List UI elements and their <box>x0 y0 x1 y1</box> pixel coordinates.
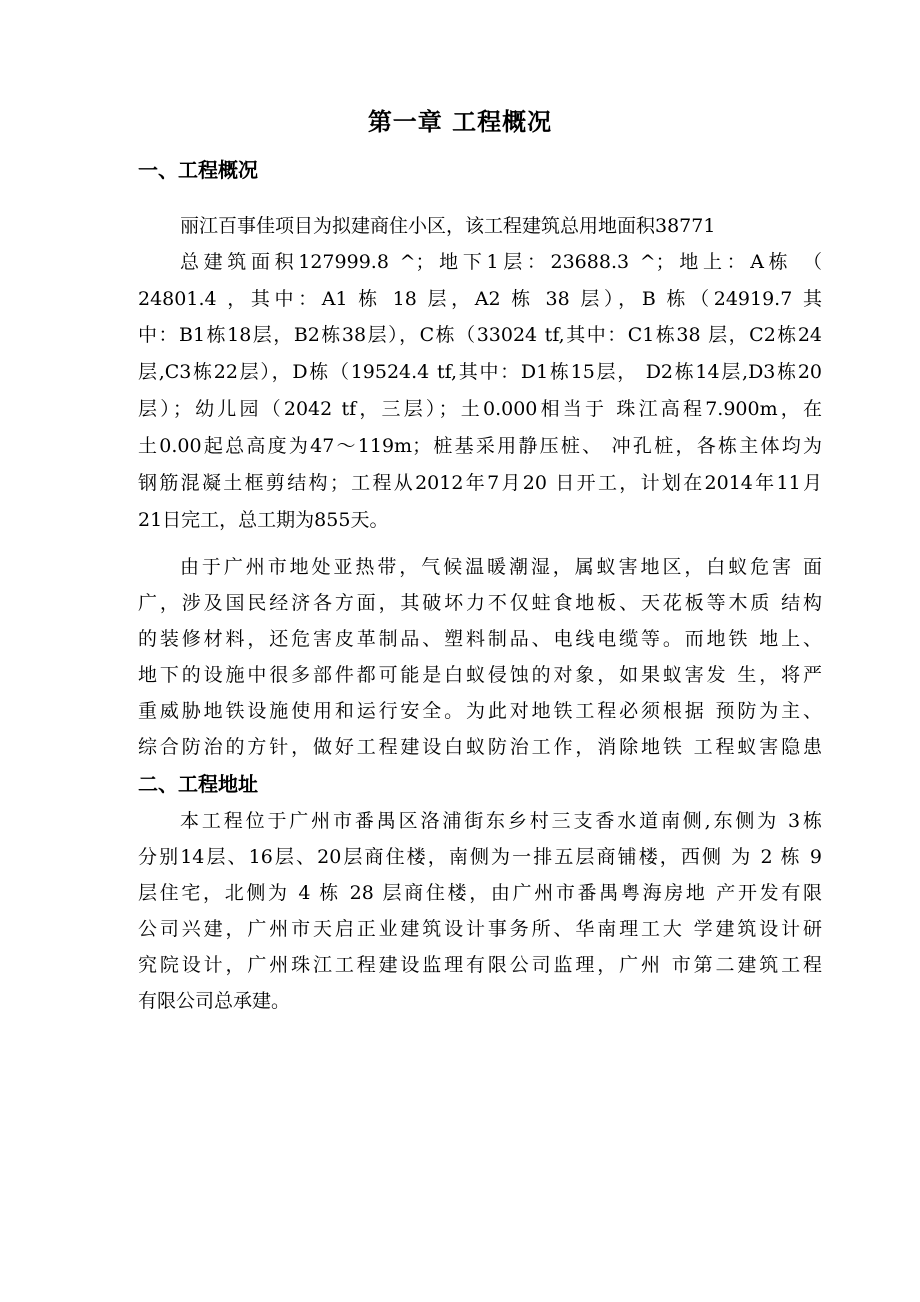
text-line: 有限公司总承建。 <box>138 990 291 1012</box>
text-line: 公司兴建，广州市天启正业建筑设计事务所、华南理工大 学建筑设计研 <box>138 918 822 940</box>
text-line: 广，涉及国民经济各方面，其破坏力不仅蛀食地板、天花板等木质 结构 <box>138 592 822 614</box>
text-line: 重威胁地铁设施使用和运行安全。为此对地铁工程必须根据 预防为主、 <box>138 700 822 722</box>
section-heading: 一、工程概况 <box>138 158 258 182</box>
text-line: 土0.00起总高度为47～119m；桩基采用静压桩、 冲孔桩，各栋主体均为 <box>138 435 822 457</box>
text-line: 层,C3栋22层），D栋（19524.4 tf,其中：D1栋15层， D2栋14层,D3栋20 <box>138 361 822 383</box>
text-line: 综合防治的方针，做好工程建设白蚁防治工作，消除地铁 工程蚁害隐患 <box>138 736 822 758</box>
section-heading: 二、工程地址 <box>138 772 258 796</box>
page-title: 第一章 工程概况 <box>367 107 553 137</box>
text-line: 21日完工，总工期为855天。 <box>138 509 389 531</box>
text-line: 丽江百事佳项目为拟建商住小区，该工程建筑总用地面积38771 <box>180 215 716 237</box>
text-line: 的装修材料，还危害皮革制品、塑料制品、电线电缆等。而地铁 地上、 <box>138 628 822 650</box>
text-line: 钢筋混凝土框剪结构；工程从2012年7月20 日开工，计划在2014年11月 <box>138 472 822 494</box>
text-line: 地下的设施中很多部件都可能是白蚁侵蚀的对象，如果蚁害发 生，将严 <box>138 664 822 686</box>
text-line: 总建筑面积127999.8 ^；地下1层：23688.3 ^；地上：A栋 （ <box>180 251 822 273</box>
text-line: 分别14层、16层、20层商住楼，南侧为一排五层商铺楼，西侧 为 2 栋 9 <box>138 846 822 868</box>
text-line: 本工程位于广州市番禺区洛浦街东乡村三支香水道南侧,东侧为 3栋 <box>180 810 822 832</box>
text-line: 层）；幼儿园（2042 tf，三层）；土0.000相当于 珠江高程7.900m，在 <box>138 398 822 420</box>
text-line: 究院设计，广州珠江工程建设监理有限公司监理，广州 市第二建筑工程 <box>138 954 822 976</box>
text-line: 24801.4 ，其中：A1 栋 18 层，A2 栋 38 层），B 栋（24919.7 其 <box>138 288 822 310</box>
text-line: 由于广州市地处亚热带，气候温暖潮湿，属蚁害地区，白蚁危害 面 <box>180 556 822 578</box>
text-line: 中：B1栋18层，B2栋38层），C栋（33024 tf,其中：C1栋38 层，C2栋24 <box>138 324 822 346</box>
text-line: 层住宅，北侧为 4 栋 28 层商住楼，由广州市番禺粤海房地 产开发有限 <box>138 882 822 904</box>
